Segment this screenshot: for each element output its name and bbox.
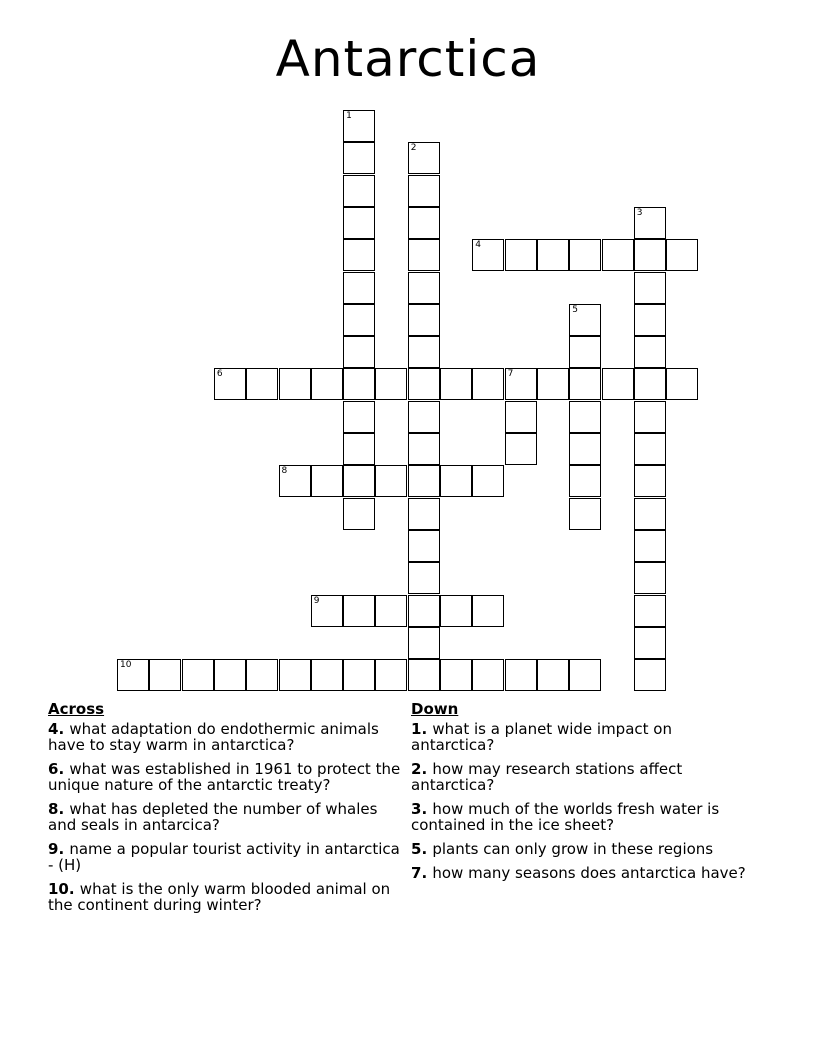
down-clues (411, 700, 751, 889)
clue-number: 5 (411, 840, 422, 858)
crossword-cell[interactable] (311, 659, 343, 691)
crossword-cell[interactable] (569, 239, 601, 271)
crossword-cell[interactable] (343, 659, 375, 691)
crossword-cell[interactable] (279, 368, 311, 400)
crossword-cell[interactable] (279, 465, 311, 497)
clue-text: what is the only warm blooded animal on the continent during winter? (48, 880, 391, 914)
crossword-cell[interactable] (472, 659, 504, 691)
cell-number: 5 (572, 304, 578, 315)
clue-item: 4. what adaptation do endothermic animals have to stay warm in antarctica? (48, 720, 379, 754)
clue-text: how many seasons does antarctica have? (432, 864, 746, 882)
crossword-cell[interactable] (537, 368, 569, 400)
crossword-cell[interactable] (569, 401, 601, 433)
crossword-cell[interactable] (634, 530, 666, 562)
crossword-cell[interactable] (343, 239, 375, 271)
crossword-cell[interactable] (343, 336, 375, 368)
clue-item: 7. how many seasons does antarctica have? (411, 864, 746, 882)
crossword-cell[interactable] (343, 595, 375, 627)
crossword-cell[interactable] (537, 659, 569, 691)
crossword-cell[interactable] (569, 433, 601, 465)
clue-number: 8 (48, 800, 59, 818)
crossword-cell[interactable] (408, 530, 440, 562)
crossword-cell[interactable] (440, 465, 472, 497)
clue-text: plants can only grow in these regions (432, 840, 714, 858)
crossword-cell[interactable] (408, 142, 440, 174)
clue-number: 1 (411, 720, 422, 738)
clue-item: 5. plants can only grow in these regions (411, 840, 714, 858)
crossword-cell[interactable] (311, 368, 343, 400)
clue-item: 9. name a popular tourist activity in antarctica - (H) (48, 840, 400, 874)
across-heading: Across (48, 700, 105, 718)
crossword-cell[interactable] (440, 659, 472, 691)
crossword-cell[interactable] (666, 239, 698, 271)
crossword-cell[interactable] (246, 368, 278, 400)
down-heading: Down (411, 700, 459, 718)
crossword-cell[interactable] (149, 659, 181, 691)
crossword-cell[interactable] (375, 465, 407, 497)
crossword-cell[interactable] (214, 659, 246, 691)
clue-item: 1. what is a planet wide impact on antarctica? (411, 720, 672, 754)
clue-number: 6 (48, 760, 59, 778)
crossword-cell[interactable] (634, 627, 666, 659)
crossword-cell[interactable] (214, 368, 246, 400)
page-title: Antarctica (275, 30, 541, 88)
crossword-cell[interactable] (505, 239, 537, 271)
crossword-cell[interactable] (505, 368, 537, 400)
crossword-cell[interactable] (634, 659, 666, 691)
crossword-cell[interactable] (569, 336, 601, 368)
crossword-cell[interactable] (408, 595, 440, 627)
crossword-cell[interactable] (375, 659, 407, 691)
crossword-cell[interactable] (343, 433, 375, 465)
crossword-cell[interactable] (440, 368, 472, 400)
clue-text: what has depleted the number of whales and seals in antarcica? (48, 800, 378, 834)
crossword-cell[interactable] (634, 562, 666, 594)
crossword-cell[interactable] (408, 368, 440, 400)
clue-number: 7 (411, 864, 422, 882)
crossword-cell[interactable] (408, 659, 440, 691)
clue-item: 3. how much of the worlds fresh water is contained in the ice sheet? (411, 800, 720, 834)
crossword-cell[interactable] (375, 595, 407, 627)
clue-item: 6. what was established in 1961 to protect the unique nature of the antarctic treaty? (48, 760, 401, 794)
clue-text: what was established in 1961 to protect the unique nature of the antarctic treaty? (48, 760, 401, 794)
cell-number: 2 (410, 143, 417, 154)
crossword-cell[interactable] (472, 465, 504, 497)
crossword-cell[interactable] (408, 304, 440, 336)
crossword-cell[interactable] (408, 433, 440, 465)
crossword-cell[interactable] (279, 659, 311, 691)
clue-number: 9 (48, 840, 59, 858)
crossword-cell[interactable] (343, 175, 375, 207)
cell-number: 8 (281, 466, 288, 477)
crossword-cell[interactable] (472, 595, 504, 627)
clue-item: 10. what is the only warm blooded animal on the continent during winter? (48, 880, 391, 914)
crossword-cell[interactable] (182, 659, 214, 691)
crossword-cell[interactable] (375, 368, 407, 400)
clue-item: 8. what has depleted the number of whales and seals in antarcica? (48, 800, 378, 834)
crossword-cell[interactable] (343, 272, 375, 304)
crossword-cell[interactable] (634, 595, 666, 627)
crossword-cell[interactable] (569, 659, 601, 691)
crossword-cell[interactable] (408, 401, 440, 433)
crossword-cell[interactable] (634, 304, 666, 336)
crossword-cell[interactable] (408, 627, 440, 659)
crossword-cell[interactable] (634, 498, 666, 530)
crossword-cell[interactable] (343, 498, 375, 530)
clue-item: 2. how may research stations affect antarctica? (411, 760, 683, 794)
crossword-cell[interactable] (666, 368, 698, 400)
crossword-cell[interactable] (505, 433, 537, 465)
crossword-cell[interactable] (343, 465, 375, 497)
cell-number: 6 (216, 369, 223, 380)
crossword-cell[interactable] (311, 595, 343, 627)
crossword-cell[interactable] (117, 659, 149, 691)
crossword-cell[interactable] (408, 336, 440, 368)
crossword-cell[interactable] (569, 304, 601, 336)
crossword-cell[interactable] (343, 368, 375, 400)
crossword-cell[interactable] (343, 401, 375, 433)
crossword-cell[interactable] (472, 239, 504, 271)
crossword-cell[interactable] (408, 207, 440, 239)
clue-number: 3 (411, 800, 422, 818)
clue-text: name a popular tourist activity in antarctica - (H) (48, 840, 400, 874)
crossword-cell[interactable] (246, 659, 278, 691)
crossword-cell[interactable] (634, 401, 666, 433)
crossword-cell[interactable] (505, 401, 537, 433)
cell-number: 1 (346, 111, 352, 121)
cell-number: 10 (120, 660, 132, 671)
crossword-cell[interactable] (440, 595, 472, 627)
crossword-cell[interactable] (408, 175, 440, 207)
clue-number: 4 (48, 720, 59, 738)
clue-text: what adaptation do endothermic animals have to stay warm in antarctica? (48, 720, 379, 754)
across-clues (48, 700, 403, 921)
clue-number: 10 (48, 880, 69, 898)
crossword-cell[interactable] (408, 272, 440, 304)
clue-number: 2 (411, 760, 422, 778)
cell-number: 4 (475, 240, 482, 251)
crossword-cell[interactable] (343, 304, 375, 336)
crossword-cell[interactable] (408, 465, 440, 497)
cell-number: 3 (636, 207, 643, 218)
crossword-cell[interactable] (408, 239, 440, 271)
crossword-cell[interactable] (343, 110, 375, 142)
crossword-cell[interactable] (343, 142, 375, 174)
cell-number: 9 (313, 595, 320, 606)
crossword-cell[interactable] (634, 207, 666, 239)
clue-text: what is a planet wide impact on antarctica? (411, 720, 672, 754)
clue-text: how much of the worlds fresh water is contained in the ice sheet? (411, 800, 720, 834)
crossword-cell[interactable] (634, 272, 666, 304)
crossword-cell[interactable] (569, 465, 601, 497)
crossword-cell[interactable] (537, 239, 569, 271)
crossword-cell[interactable] (408, 562, 440, 594)
crossword-cell[interactable] (602, 239, 634, 271)
cell-number: 7 (507, 369, 514, 380)
clue-text: how may research stations affect antarctica? (411, 760, 683, 794)
crossword-cell[interactable] (569, 368, 601, 400)
crossword-cell[interactable] (634, 336, 666, 368)
crossword-cell[interactable] (634, 368, 666, 400)
crossword-cell[interactable] (311, 465, 343, 497)
crossword-cell[interactable] (602, 368, 634, 400)
crossword-cell[interactable] (472, 368, 504, 400)
crossword-cell[interactable] (569, 498, 601, 530)
crossword-cell[interactable] (634, 239, 666, 271)
crossword-cell[interactable] (343, 207, 375, 239)
crossword-cell[interactable] (408, 498, 440, 530)
crossword-cell[interactable] (505, 659, 537, 691)
crossword-cell[interactable] (634, 433, 666, 465)
crossword-cell[interactable] (634, 465, 666, 497)
